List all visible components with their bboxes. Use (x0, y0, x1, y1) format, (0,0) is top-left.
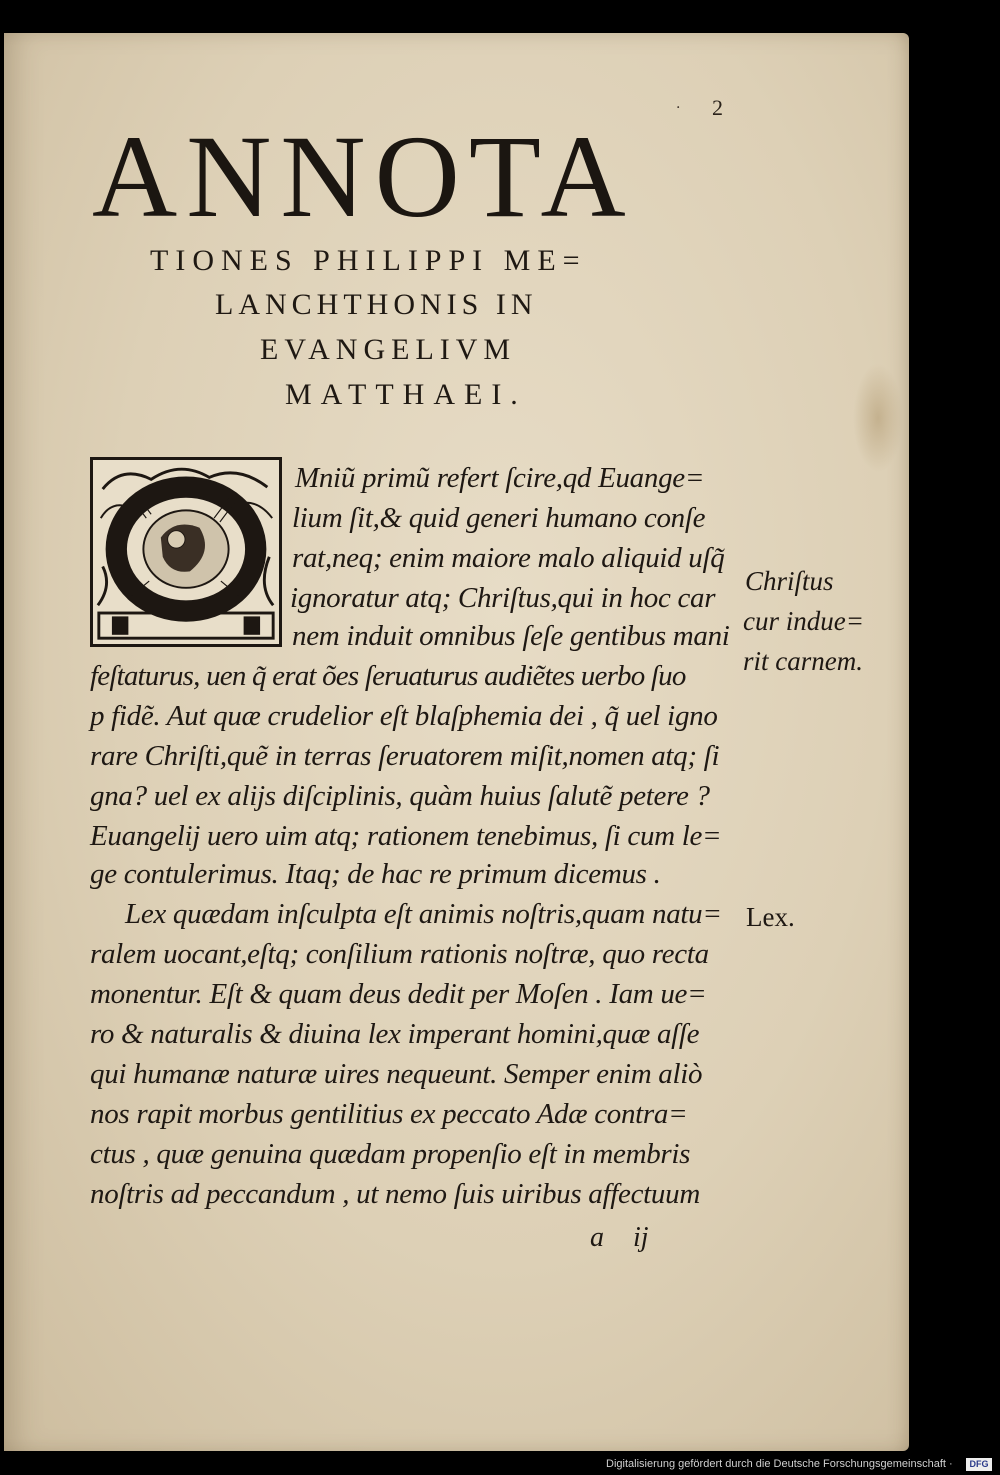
margin-note-lex: Lex. (746, 902, 795, 932)
body-line-5: nem induit omnibus ſeſe gentibus mani (292, 620, 730, 652)
title-line-1: TIONES PHILIPPI ME= (150, 244, 587, 277)
title-line-3: EVANGELIVM (260, 333, 517, 366)
page-mark: · (676, 100, 681, 116)
title-line-4: MATTHAEI. (285, 378, 527, 411)
body-line-13: ralem uocant,eſtq; conſilium rationis noſtræ, quo recta (90, 938, 709, 970)
decorated-initial-o (90, 457, 282, 647)
body-line-11: ge contulerimus. Itaq; de hac re primum dicemus . (90, 858, 661, 890)
folio-number: 2 (712, 95, 723, 120)
body-line-2: lium ſit,& quid generi humano conſe (292, 502, 706, 534)
title-large: ANNOTA (92, 111, 635, 242)
body-line-19: noſtris ad peccandum , ut nemo ſuis uiribus affectuum (90, 1178, 700, 1210)
title-line-2: LANCHTHONIS IN (215, 288, 538, 321)
body-line-15: ro & naturalis & diuina lex imperant homini,quæ aſſe (90, 1018, 700, 1050)
dfg-logo: DFG (966, 1458, 992, 1471)
body-line-9: gna? uel ex alijs diſciplinis, quàm huius ſalutẽ petere ? (90, 780, 710, 812)
body-line-18: ctus , quæ genuina quædam propenſio eſt in membris (90, 1138, 691, 1170)
paper-stain (853, 363, 903, 473)
body-line-3: rat,neq; enim maiore malo aliquid uſq̃ (292, 542, 725, 574)
body-line-1: Mniũ primũ refert ſcire,qd Euange= (295, 462, 705, 494)
body-line-7: p fidẽ. Aut quæ crudelior eſt blaſphemia dei , q̃ uel igno (90, 700, 718, 732)
footer-credit: Digitalisierung gefördert durch die Deutsche Forschungsgemeinschaft · (606, 1458, 953, 1470)
body-line-10: Euangelij uero uim atq; rationem tenebimus, ſi cum le= (90, 820, 722, 852)
body-line-14: monentur. Eſt & quam deus dedit per Moſen . Iam ue= (90, 978, 707, 1010)
woodcut-initial-icon (93, 460, 279, 644)
body-line-12: Lex quædam inſculpta eſt animis noſtris,quam natu= (125, 898, 722, 930)
body-line-4: ignoratur atq; Chriſtus,qui in hoc car (290, 582, 716, 614)
signature-mark: a ij (590, 1222, 649, 1253)
body-line-17: nos rapit morbus gentilitius ex peccato Adæ contra= (90, 1098, 688, 1130)
margin-note-christus-2: cur indue= (743, 606, 864, 636)
margin-note-christus-1: Chriſtus (745, 566, 834, 596)
margin-note-christus-3: rit carnem. (743, 646, 863, 676)
body-line-16: qui humanæ naturæ uires nequeunt. Semper enim aliò (90, 1058, 703, 1090)
body-line-6: feſtaturus, uen q̃ erat ões ſeruaturus audiẽtes uerbo ſuo (90, 660, 686, 692)
body-line-8: rare Chriſti,quẽ in terras ſeruatorem miſit,nomen atq; ſi (90, 740, 720, 772)
